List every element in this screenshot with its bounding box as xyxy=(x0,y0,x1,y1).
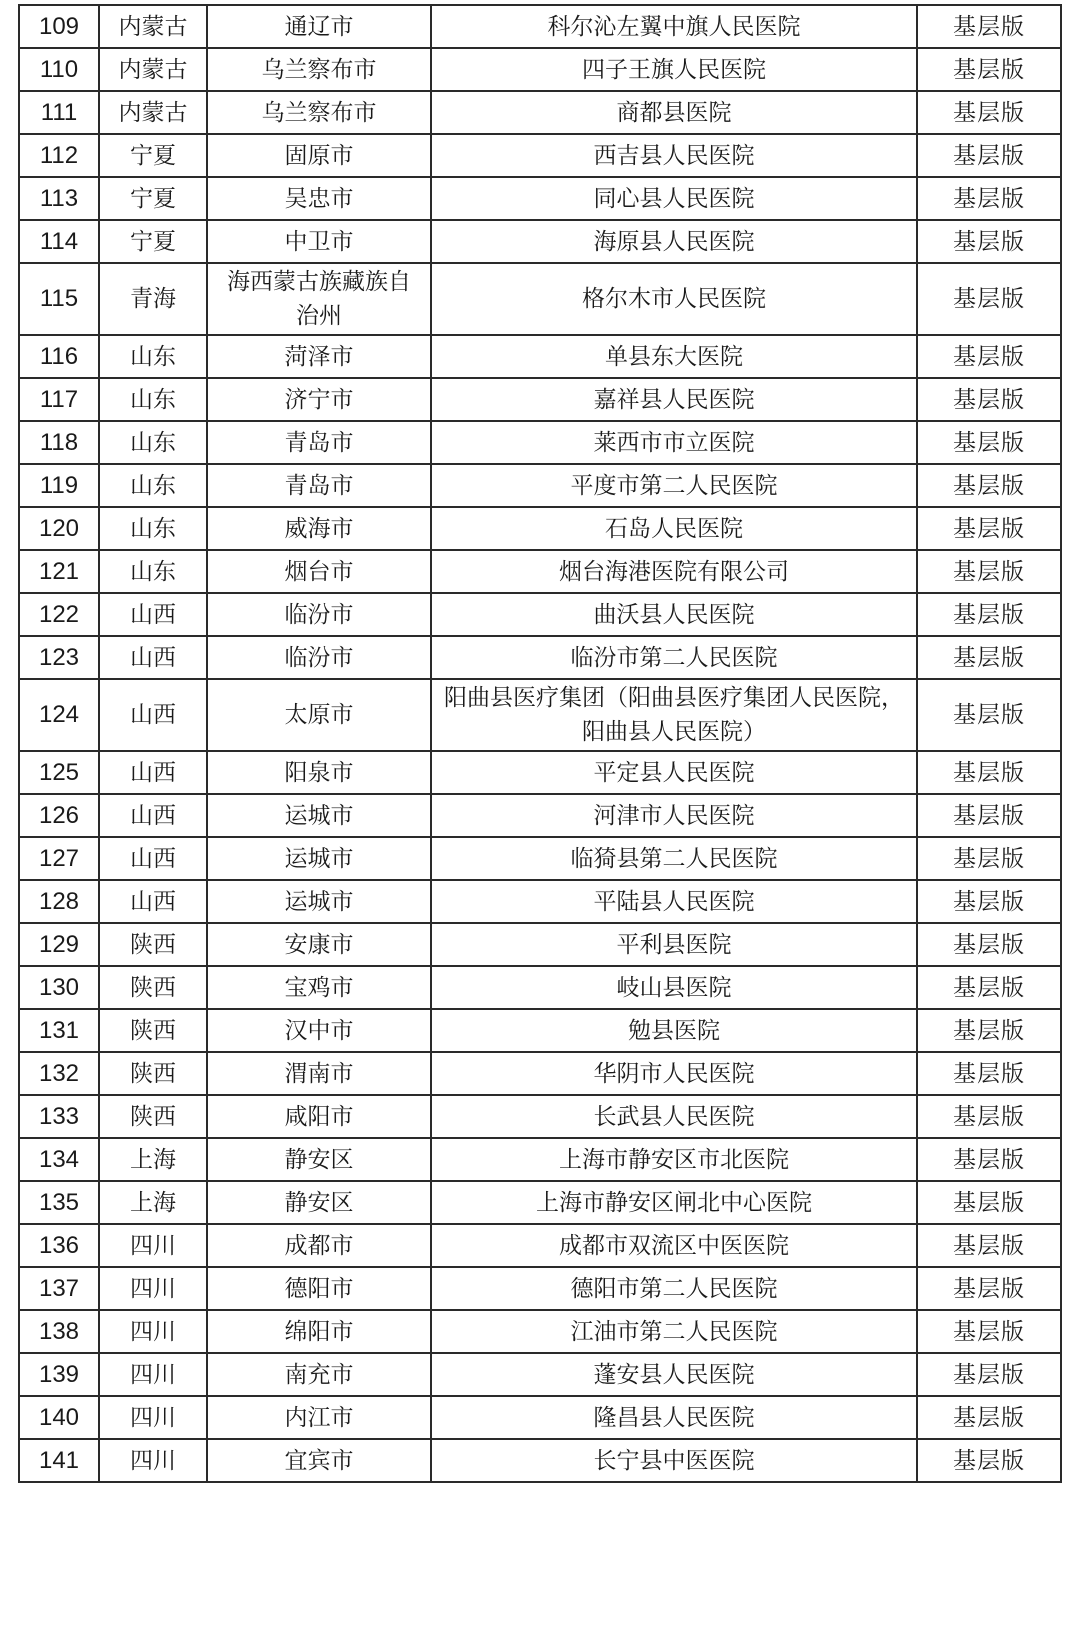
row-number-cell: 119 xyxy=(19,464,99,507)
hospital-table xyxy=(18,4,1062,1483)
province-cell: 内蒙古 xyxy=(99,48,207,91)
hospital-name-cell: 临猗县第二人民医院 xyxy=(431,837,917,880)
city-cell: 运城市 xyxy=(207,880,431,923)
table-row xyxy=(19,550,1061,593)
province-cell: 山东 xyxy=(99,335,207,378)
table-row xyxy=(19,837,1061,880)
table-row xyxy=(19,421,1061,464)
city-cell: 太原市 xyxy=(207,679,431,751)
row-number-cell: 121 xyxy=(19,550,99,593)
hospital-list-sheet xyxy=(18,4,1060,1483)
province-cell: 四川 xyxy=(99,1224,207,1267)
version-cell: 基层版 xyxy=(917,220,1061,263)
hospital-name-cell: 平度市第二人民医院 xyxy=(431,464,917,507)
city-cell: 吴忠市 xyxy=(207,177,431,220)
hospital-name-cell: 阳曲县医疗集团（阳曲县医疗集团人民医院，阳曲县人民医院） xyxy=(431,679,917,751)
version-cell: 基层版 xyxy=(917,1009,1061,1052)
version-cell: 基层版 xyxy=(917,177,1061,220)
table-row xyxy=(19,1267,1061,1310)
version-cell: 基层版 xyxy=(917,550,1061,593)
city-cell: 宝鸡市 xyxy=(207,966,431,1009)
table-row xyxy=(19,636,1061,679)
table-row xyxy=(19,679,1061,751)
province-cell: 宁夏 xyxy=(99,220,207,263)
hospital-name-cell: 德阳市第二人民医院 xyxy=(431,1267,917,1310)
row-number-cell: 130 xyxy=(19,966,99,1009)
version-cell: 基层版 xyxy=(917,1353,1061,1396)
city-cell: 乌兰察布市 xyxy=(207,48,431,91)
row-number-cell: 134 xyxy=(19,1138,99,1181)
province-cell: 山西 xyxy=(99,751,207,794)
hospital-name-cell: 华阴市人民医院 xyxy=(431,1052,917,1095)
row-number-cell: 128 xyxy=(19,880,99,923)
city-cell: 烟台市 xyxy=(207,550,431,593)
table-row xyxy=(19,263,1061,335)
hospital-name-cell: 四子王旗人民医院 xyxy=(431,48,917,91)
city-cell: 咸阳市 xyxy=(207,1095,431,1138)
table-row xyxy=(19,48,1061,91)
table-row xyxy=(19,1224,1061,1267)
version-cell: 基层版 xyxy=(917,923,1061,966)
version-cell: 基层版 xyxy=(917,48,1061,91)
city-cell: 绵阳市 xyxy=(207,1310,431,1353)
hospital-name-cell: 勉县医院 xyxy=(431,1009,917,1052)
hospital-name-cell: 格尔木市人民医院 xyxy=(431,263,917,335)
table-row xyxy=(19,335,1061,378)
version-cell: 基层版 xyxy=(917,5,1061,48)
table-row xyxy=(19,378,1061,421)
hospital-name-cell: 平定县人民医院 xyxy=(431,751,917,794)
table-row xyxy=(19,5,1061,48)
table-row xyxy=(19,880,1061,923)
hospital-name-cell: 西吉县人民医院 xyxy=(431,134,917,177)
row-number-cell: 137 xyxy=(19,1267,99,1310)
province-cell: 山西 xyxy=(99,794,207,837)
version-cell: 基层版 xyxy=(917,378,1061,421)
province-cell: 山西 xyxy=(99,636,207,679)
province-cell: 陕西 xyxy=(99,1095,207,1138)
row-number-cell: 135 xyxy=(19,1181,99,1224)
province-cell: 陕西 xyxy=(99,1052,207,1095)
version-cell: 基层版 xyxy=(917,1396,1061,1439)
version-cell: 基层版 xyxy=(917,134,1061,177)
version-cell: 基层版 xyxy=(917,837,1061,880)
hospital-name-cell: 嘉祥县人民医院 xyxy=(431,378,917,421)
province-cell: 上海 xyxy=(99,1138,207,1181)
city-cell: 内江市 xyxy=(207,1396,431,1439)
province-cell: 四川 xyxy=(99,1267,207,1310)
table-row xyxy=(19,177,1061,220)
version-cell: 基层版 xyxy=(917,679,1061,751)
province-cell: 宁夏 xyxy=(99,177,207,220)
version-cell: 基层版 xyxy=(917,1267,1061,1310)
table-row xyxy=(19,1396,1061,1439)
table-row xyxy=(19,923,1061,966)
version-cell: 基层版 xyxy=(917,751,1061,794)
table-row xyxy=(19,1310,1061,1353)
hospital-name-cell: 上海市静安区闸北中心医院 xyxy=(431,1181,917,1224)
hospital-name-cell: 临汾市第二人民医院 xyxy=(431,636,917,679)
province-cell: 山东 xyxy=(99,507,207,550)
table-row xyxy=(19,1095,1061,1138)
row-number-cell: 141 xyxy=(19,1439,99,1482)
hospital-name-cell: 海原县人民医院 xyxy=(431,220,917,263)
province-cell: 陕西 xyxy=(99,923,207,966)
city-cell: 青岛市 xyxy=(207,464,431,507)
city-cell: 乌兰察布市 xyxy=(207,91,431,134)
row-number-cell: 125 xyxy=(19,751,99,794)
province-cell: 四川 xyxy=(99,1353,207,1396)
hospital-name-cell: 烟台海港医院有限公司 xyxy=(431,550,917,593)
hospital-name-cell: 长武县人民医院 xyxy=(431,1095,917,1138)
table-row xyxy=(19,794,1061,837)
hospital-name-cell: 成都市双流区中医医院 xyxy=(431,1224,917,1267)
row-number-cell: 120 xyxy=(19,507,99,550)
province-cell: 山东 xyxy=(99,378,207,421)
province-cell: 四川 xyxy=(99,1310,207,1353)
version-cell: 基层版 xyxy=(917,966,1061,1009)
province-cell: 四川 xyxy=(99,1439,207,1482)
province-cell: 宁夏 xyxy=(99,134,207,177)
province-cell: 山西 xyxy=(99,837,207,880)
version-cell: 基层版 xyxy=(917,1052,1061,1095)
table-row xyxy=(19,1353,1061,1396)
city-cell: 静安区 xyxy=(207,1181,431,1224)
version-cell: 基层版 xyxy=(917,1181,1061,1224)
row-number-cell: 115 xyxy=(19,263,99,335)
hospital-name-cell: 河津市人民医院 xyxy=(431,794,917,837)
hospital-name-cell: 科尔沁左翼中旗人民医院 xyxy=(431,5,917,48)
hospital-name-cell: 同心县人民医院 xyxy=(431,177,917,220)
table-row xyxy=(19,1181,1061,1224)
version-cell: 基层版 xyxy=(917,335,1061,378)
table-row xyxy=(19,91,1061,134)
row-number-cell: 139 xyxy=(19,1353,99,1396)
city-cell: 通辽市 xyxy=(207,5,431,48)
province-cell: 内蒙古 xyxy=(99,5,207,48)
city-cell: 安康市 xyxy=(207,923,431,966)
province-cell: 山西 xyxy=(99,679,207,751)
province-cell: 山东 xyxy=(99,421,207,464)
province-cell: 内蒙古 xyxy=(99,91,207,134)
version-cell: 基层版 xyxy=(917,1095,1061,1138)
version-cell: 基层版 xyxy=(917,1138,1061,1181)
hospital-name-cell: 莱西市市立医院 xyxy=(431,421,917,464)
row-number-cell: 126 xyxy=(19,794,99,837)
version-cell: 基层版 xyxy=(917,1439,1061,1482)
row-number-cell: 114 xyxy=(19,220,99,263)
city-cell: 临汾市 xyxy=(207,636,431,679)
hospital-name-cell: 岐山县医院 xyxy=(431,966,917,1009)
hospital-name-cell: 长宁县中医医院 xyxy=(431,1439,917,1482)
version-cell: 基层版 xyxy=(917,421,1061,464)
province-cell: 山东 xyxy=(99,464,207,507)
city-cell: 静安区 xyxy=(207,1138,431,1181)
province-cell: 山西 xyxy=(99,880,207,923)
version-cell: 基层版 xyxy=(917,1310,1061,1353)
province-cell: 山东 xyxy=(99,550,207,593)
hospital-name-cell: 隆昌县人民医院 xyxy=(431,1396,917,1439)
row-number-cell: 136 xyxy=(19,1224,99,1267)
row-number-cell: 111 xyxy=(19,91,99,134)
version-cell: 基层版 xyxy=(917,263,1061,335)
version-cell: 基层版 xyxy=(917,1224,1061,1267)
province-cell: 四川 xyxy=(99,1396,207,1439)
table-row xyxy=(19,751,1061,794)
province-cell: 上海 xyxy=(99,1181,207,1224)
table-row xyxy=(19,1439,1061,1482)
city-cell: 运城市 xyxy=(207,794,431,837)
row-number-cell: 123 xyxy=(19,636,99,679)
row-number-cell: 132 xyxy=(19,1052,99,1095)
city-cell: 固原市 xyxy=(207,134,431,177)
version-cell: 基层版 xyxy=(917,636,1061,679)
province-cell: 陕西 xyxy=(99,966,207,1009)
version-cell: 基层版 xyxy=(917,593,1061,636)
version-cell: 基层版 xyxy=(917,464,1061,507)
version-cell: 基层版 xyxy=(917,507,1061,550)
table-row xyxy=(19,220,1061,263)
table-row xyxy=(19,966,1061,1009)
table-row xyxy=(19,464,1061,507)
city-cell: 临汾市 xyxy=(207,593,431,636)
row-number-cell: 122 xyxy=(19,593,99,636)
province-cell: 青海 xyxy=(99,263,207,335)
city-cell: 成都市 xyxy=(207,1224,431,1267)
version-cell: 基层版 xyxy=(917,794,1061,837)
table-row xyxy=(19,1009,1061,1052)
city-cell: 青岛市 xyxy=(207,421,431,464)
city-cell: 菏泽市 xyxy=(207,335,431,378)
row-number-cell: 110 xyxy=(19,48,99,91)
city-cell: 南充市 xyxy=(207,1353,431,1396)
city-cell: 宜宾市 xyxy=(207,1439,431,1482)
city-cell: 海西蒙古族藏族自治州 xyxy=(207,263,431,335)
city-cell: 威海市 xyxy=(207,507,431,550)
hospital-name-cell: 单县东大医院 xyxy=(431,335,917,378)
city-cell: 德阳市 xyxy=(207,1267,431,1310)
hospital-name-cell: 平陆县人民医院 xyxy=(431,880,917,923)
table-row xyxy=(19,1138,1061,1181)
row-number-cell: 118 xyxy=(19,421,99,464)
row-number-cell: 124 xyxy=(19,679,99,751)
hospital-name-cell: 蓬安县人民医院 xyxy=(431,1353,917,1396)
row-number-cell: 129 xyxy=(19,923,99,966)
version-cell: 基层版 xyxy=(917,91,1061,134)
row-number-cell: 138 xyxy=(19,1310,99,1353)
table-row xyxy=(19,1052,1061,1095)
row-number-cell: 140 xyxy=(19,1396,99,1439)
row-number-cell: 112 xyxy=(19,134,99,177)
row-number-cell: 127 xyxy=(19,837,99,880)
city-cell: 运城市 xyxy=(207,837,431,880)
province-cell: 山西 xyxy=(99,593,207,636)
table-row xyxy=(19,134,1061,177)
hospital-name-cell: 江油市第二人民医院 xyxy=(431,1310,917,1353)
city-cell: 汉中市 xyxy=(207,1009,431,1052)
version-cell: 基层版 xyxy=(917,880,1061,923)
hospital-name-cell: 曲沃县人民医院 xyxy=(431,593,917,636)
hospital-name-cell: 上海市静安区市北医院 xyxy=(431,1138,917,1181)
row-number-cell: 133 xyxy=(19,1095,99,1138)
row-number-cell: 131 xyxy=(19,1009,99,1052)
table-row xyxy=(19,593,1061,636)
row-number-cell: 113 xyxy=(19,177,99,220)
city-cell: 阳泉市 xyxy=(207,751,431,794)
city-cell: 中卫市 xyxy=(207,220,431,263)
hospital-table-body xyxy=(19,5,1061,1482)
row-number-cell: 116 xyxy=(19,335,99,378)
table-row xyxy=(19,507,1061,550)
hospital-name-cell: 商都县医院 xyxy=(431,91,917,134)
province-cell: 陕西 xyxy=(99,1009,207,1052)
city-cell: 渭南市 xyxy=(207,1052,431,1095)
city-cell: 济宁市 xyxy=(207,378,431,421)
row-number-cell: 109 xyxy=(19,5,99,48)
row-number-cell: 117 xyxy=(19,378,99,421)
hospital-name-cell: 平利县医院 xyxy=(431,923,917,966)
hospital-name-cell: 石岛人民医院 xyxy=(431,507,917,550)
